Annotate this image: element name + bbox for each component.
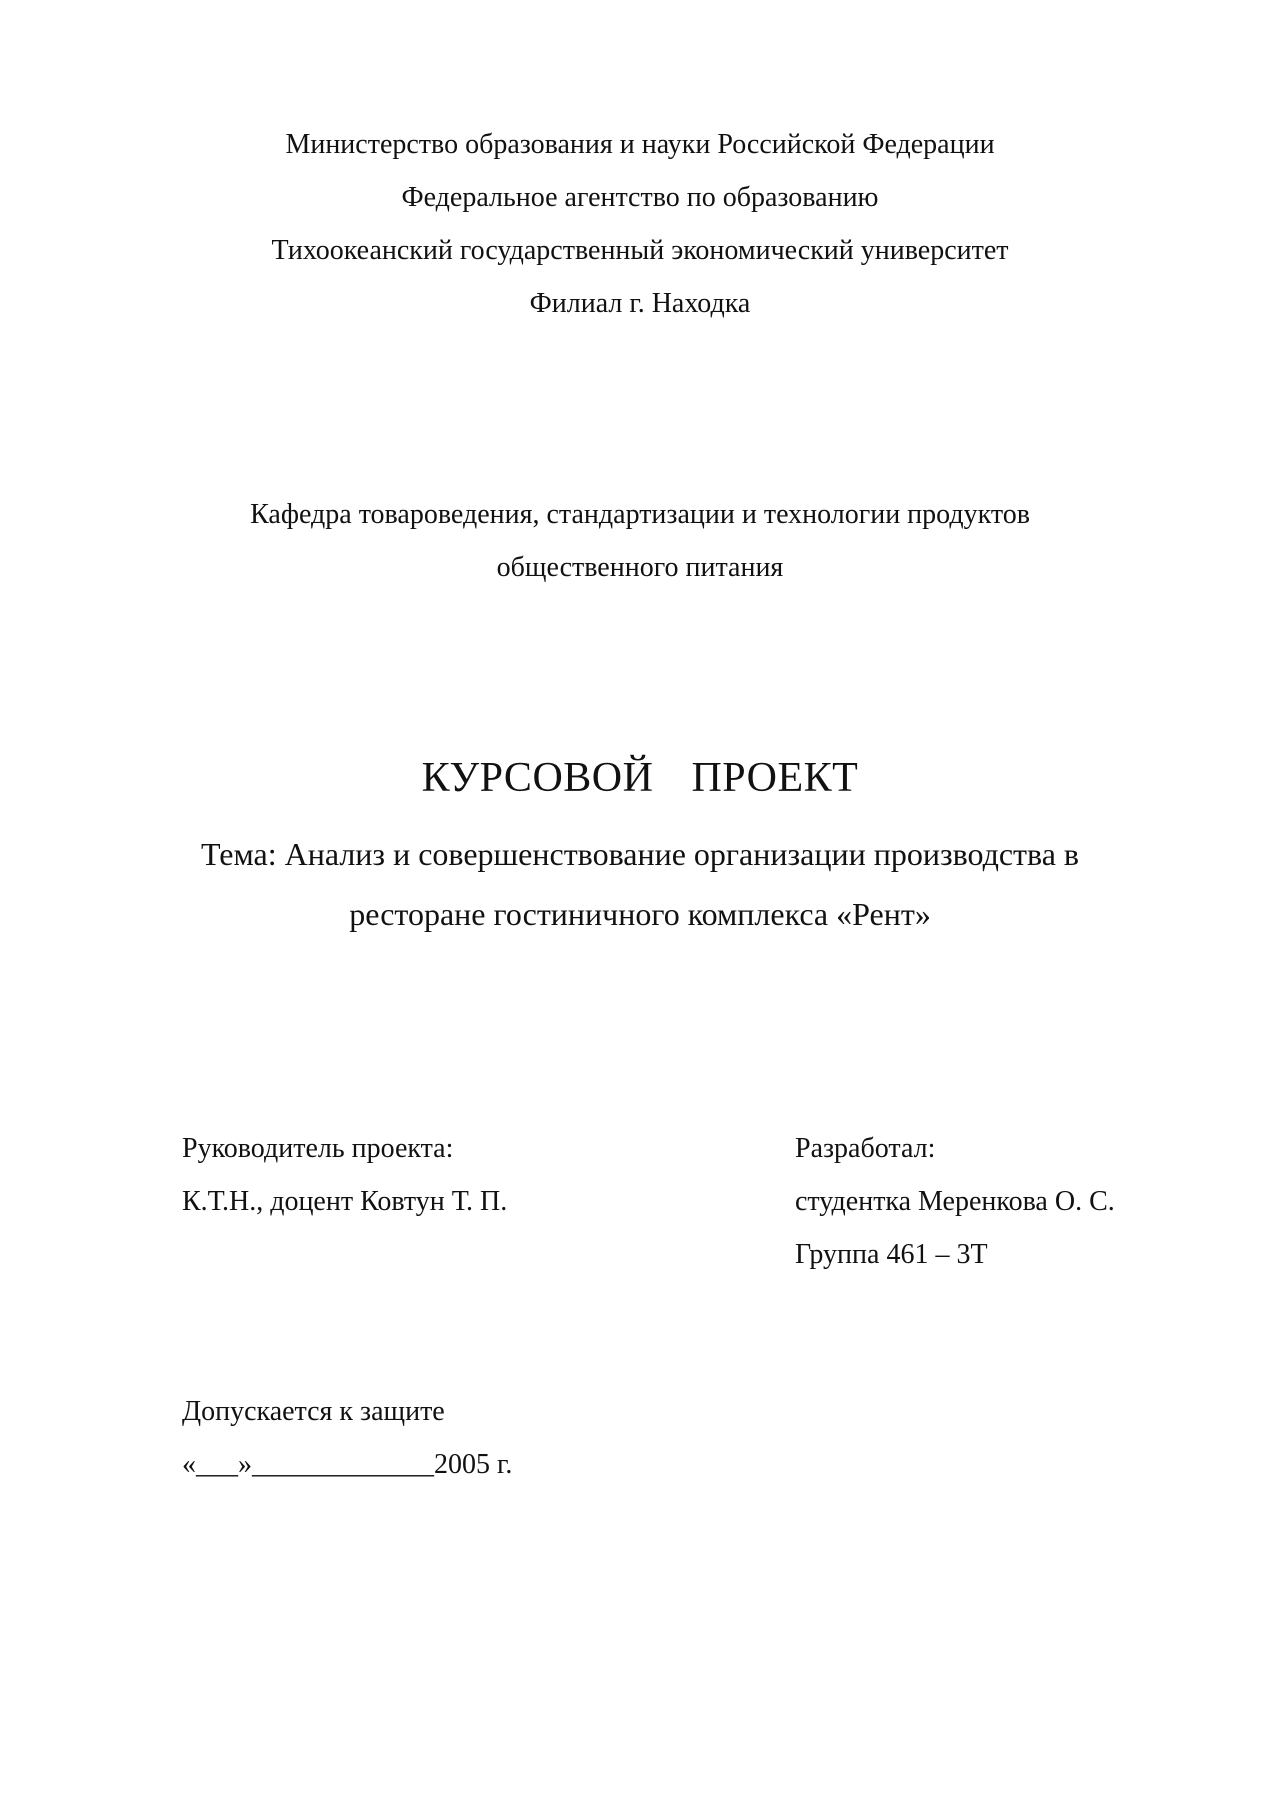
document-type-title xyxy=(0,750,1280,806)
topic-line-2: ресторане гостиничного комплекса «Рент» xyxy=(349,896,931,932)
document-type-text: КУРСОВОЙ ПРОЕКТ xyxy=(421,755,859,801)
department-line-2: общественного питания xyxy=(496,552,784,583)
project-topic xyxy=(0,824,1280,944)
department-line-1: Кафедра товароведения, стандартизации и технологии продуктов xyxy=(250,499,1030,530)
agency-line: Федеральное агентство по образованию xyxy=(401,182,879,213)
institution-header xyxy=(0,118,1280,330)
author-block xyxy=(795,1122,1115,1281)
department-block xyxy=(0,488,1280,594)
supervisor-name: К.Т.Н., доцент Ковтун Т. П. xyxy=(182,1186,508,1217)
author-name: студентка Меренкова О. С. xyxy=(795,1186,1115,1217)
ministry-line: Министерство образования и науки Российской Федерации xyxy=(285,129,995,160)
admission-date-line: «___»_____________2005 г. xyxy=(182,1449,513,1480)
supervisor-block xyxy=(182,1122,507,1228)
university-line: Тихоокеанский государственный экономический университет xyxy=(271,235,1009,266)
author-label: Разработал: xyxy=(795,1133,936,1164)
topic-line-1: Тема: Анализ и совершенствование организации производства в xyxy=(200,836,1080,872)
admission-block xyxy=(182,1385,512,1491)
author-group: Группа 461 – 3Т xyxy=(795,1239,988,1270)
supervisor-label: Руководитель проекта: xyxy=(182,1133,454,1164)
admission-label: Допускается к защите xyxy=(182,1396,445,1427)
branch-line: Филиал г. Находка xyxy=(529,288,751,319)
